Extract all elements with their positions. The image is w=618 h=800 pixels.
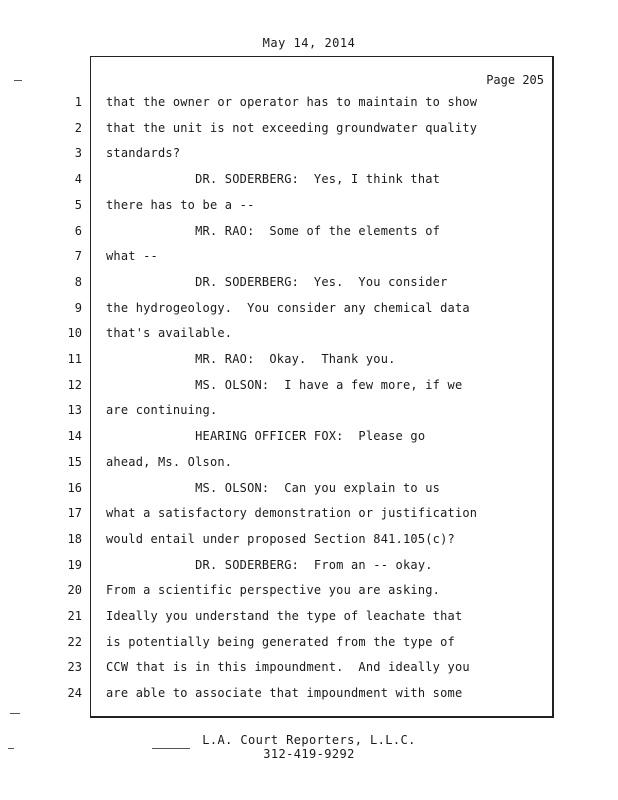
line-number: 13 [67, 403, 82, 417]
line-number: 19 [67, 558, 82, 572]
line-number: 24 [67, 686, 82, 700]
line-number: 1 [74, 95, 82, 109]
line-text: would entail under proposed Section 841.105(c)? [106, 532, 455, 546]
line-number: 6 [74, 224, 82, 238]
line-number: 2 [74, 121, 82, 135]
line-text: is potentially being generated from the type of [106, 635, 455, 649]
line-text: CCW that is in this impoundment. And ideally you [106, 660, 470, 674]
line-text: standards? [106, 146, 181, 160]
line-text: MS. OLSON: Can you explain to us [106, 481, 441, 495]
line-text: that the unit is not exceeding groundwater quality [106, 121, 478, 135]
line-number: 8 [74, 275, 82, 289]
line-number: 5 [74, 198, 82, 212]
line-text: ahead, Ms. Olson. [106, 455, 233, 469]
line-text: are continuing. [106, 403, 218, 417]
line-number: 23 [67, 660, 82, 674]
line-number: 9 [74, 301, 82, 315]
line-text: the hydrogeology. You consider any chemical data [106, 301, 470, 315]
line-text: MR. RAO: Some of the elements of [106, 224, 441, 238]
scan-mark [152, 748, 190, 749]
line-text: DR. SODERBERG: Yes, I think that [106, 172, 441, 186]
line-text: that the owner or operator has to maintain to show [106, 95, 478, 109]
line-number: 14 [67, 429, 82, 443]
line-text: DR. SODERBERG: From an -- okay. [106, 558, 433, 572]
line-number: 3 [74, 146, 82, 160]
line-text: Ideally you understand the type of leachate that [106, 609, 463, 623]
line-number: 7 [74, 249, 82, 263]
line-text: From a scientific perspective you are asking. [106, 583, 441, 597]
line-number: 4 [74, 172, 82, 186]
line-text: that's available. [106, 326, 233, 340]
line-text: there has to be a -- [106, 198, 255, 212]
line-text: what a satisfactory demonstration or justification [106, 506, 478, 520]
line-text: DR. SODERBERG: Yes. You consider [106, 275, 448, 289]
line-number: 12 [67, 378, 82, 392]
line-number: 10 [67, 326, 82, 340]
line-number: 11 [67, 352, 82, 366]
footer-reporter: L.A. Court Reporters, L.L.C. [202, 733, 416, 747]
line-number: 15 [67, 455, 82, 469]
line-number: 20 [67, 583, 82, 597]
footer-phone: 312-419-9292 [263, 747, 355, 761]
line-number: 21 [67, 609, 82, 623]
line-number: 18 [67, 532, 82, 546]
page-number: Page 205 [486, 73, 544, 87]
line-text: MR. RAO: Okay. Thank you. [106, 352, 396, 366]
line-text: MS. OLSON: I have a few more, if we [106, 378, 463, 392]
line-text: what -- [106, 249, 158, 263]
scan-mark [14, 80, 22, 81]
line-number: 17 [67, 506, 82, 520]
header-date: May 14, 2014 [262, 36, 356, 50]
scan-mark [8, 748, 14, 749]
line-text: HEARING OFFICER FOX: Please go [106, 429, 426, 443]
line-number: 16 [67, 481, 82, 495]
line-number: 22 [67, 635, 82, 649]
line-text: are able to associate that impoundment with some [106, 686, 463, 700]
scan-mark [10, 713, 20, 714]
